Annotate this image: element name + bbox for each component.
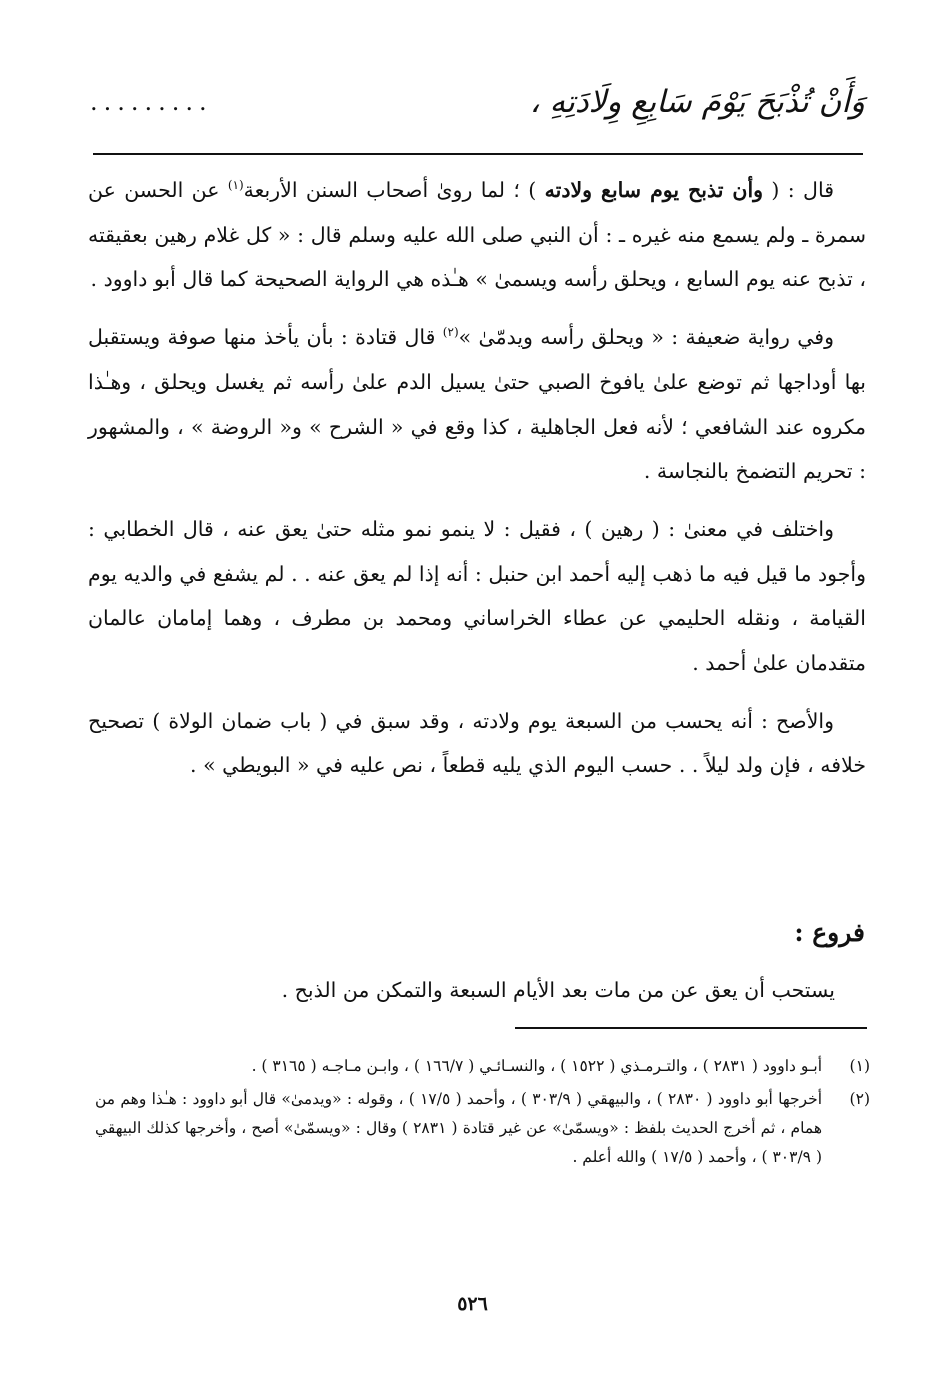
footnote-text: أبـو داوود ( ٢٨٣١ ) ، والتـرمـذي ( ١٥٢٢ ) ، والنسـائـي ( ١٦٦/٧ ) ، وابـن مـاجـه ( ٣١٦٥ ) . [251,1057,822,1075]
footnote-number: (٢) [849,1090,870,1108]
furoo-heading: فروع : [794,918,865,947]
paragraph-1-pre: قال : ( [763,178,835,202]
header-title: وَأَنْ تُذْبَحَ يَوْمَ سَابِعِ وِلَادَتِهِ ، [529,84,865,120]
footnotes [95,1052,870,1176]
footnote-ref-1[interactable]: (١) [227,178,244,193]
paragraph-1-post: ) ؛ لما روىٰ أصحاب السنن الأربعة [243,178,545,202]
paragraph-2-rest: قال قتادة : بأن يأخذ منها صوفة ويستقبل بها أوداجها ثم توضع علىٰ يافوخ الصبي حتىٰ يسيل الدم علىٰ رأسه ثم يغسل ويحلق ، وهـٰذا مكروه عند الشافعي ؛ لأنه فعل الجاهلية ، كذا وقع في « الشرح » و« الروضة » ، والمشهور : تحريم التضمخ بالنجاسة . [88,325,866,484]
paragraph-2-pre: وفي رواية ضعيفة : « ويحلق رأسه ويدمّىٰ » [458,325,834,350]
paragraph-1-rest: عن الحسن عن سمرة ـ ولم يسمع منه غيره ـ : أن النبي صلى الله عليه وسلم قال : « كل غلام رهين بعقيقته ، تذبح عنه يوم السابع ، ويحلق رأسه ويسمىٰ » هـٰذه هي الرواية الصحيحة كما قال أبو داوود . [88,178,866,292]
header-dots: ......... [90,88,213,116]
footnote-text: أخرجها أبو داوود ( ٢٨٣٠ ) ، والبيهقي ( ٣٠٣/٩ ) ، وأحمد ( ١٧/٥ ) ، وقوله : «ويدمىٰ» قال أبو داوود : هـٰذا وهم من همام ، ثم أخرج الحديث بلفظ : «ويسمّىٰ» عن غير قتادة ( ٢٨٣١ ) وقال : «ويسمّىٰ» أصح ، وأخرجها كذلك البيهقي ( ٣٠٣/٩ ) ، وأحمد ( ١٧/٥ ) والله أعلم . [95,1090,822,1166]
matn-quote: وأن تذبح يوم سابع ولادته [544,178,764,202]
footnote-2 [95,1085,870,1172]
furoo-text: يستحب أن يعق عن من مات بعد الأيام السبعة والتمكن من الذبح . [281,978,835,1002]
header-rule [93,153,863,155]
footnote-1 [95,1052,870,1081]
paragraph-1 [88,168,866,302]
paragraph-3: واختلف في معنىٰ : ( رهين ) ، فقيل : لا ينمو نمو مثله حتىٰ يعق عنه ، قال الخطابي : وأجود ما قيل فيه ما ذهب إليه أحمد ابن حنبل : أنه إذا لم يعق عنه . . لم يشفع في والديه يوم القيامة ، ونقله الحليمي عن عطاء الخراساني ومحمد بن مطرف ، وهما إمامان عالمان متقدمان علىٰ أحمد . [88,516,866,676]
page-number: ٥٢٦ [457,1293,488,1315]
footnote-rule [515,1027,867,1029]
paragraph-2 [88,315,866,494]
paragraph-4: والأصح : أنه يحسب من السبعة يوم ولادته ، وقد سبق في ( باب ضمان الولاة ) تصحيح خلافه ، فإن ولد ليلاً . . حسب اليوم الذي يليه قطعاً ، نص عليه في « البويطي » . [88,708,866,778]
running-header [90,72,865,132]
main-text [88,168,866,801]
footnote-ref-2[interactable]: (٢) [442,325,459,340]
footnote-number: (١) [849,1057,870,1075]
